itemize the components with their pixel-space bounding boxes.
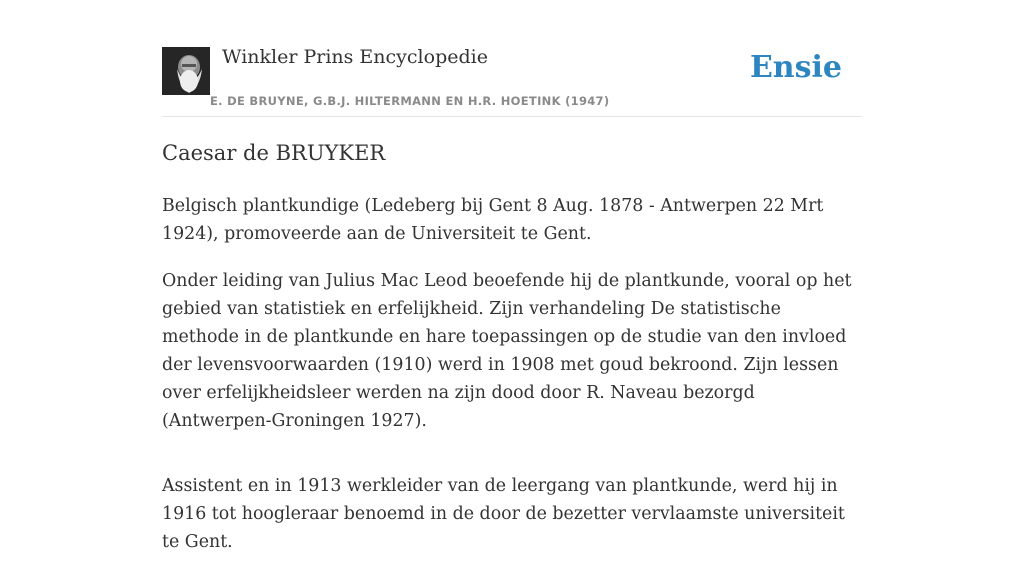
article-paragraph: Onder leiding van Julius Mac Leod beoefende hij de plantkunde, vooral op het gebied van statistiek en erfelijkheid. Zijn verhandeling De statistische methode in de plantkunde en hare toepassingen op de studie van den invloed der levensvoorwaarden (1910) werd in 1908 met goud bekroond. Zijn lessen over erfelijkheidsleer werden na zijn dood door R. Naveau bezorgd (Antwerpen-Groningen 1927).	[162, 271, 852, 431]
article-paragraph: Belgisch plantkundige (Ledeberg bij Gent 8 Aug. 1878 - Antwerpen 22 Mrt 1924), promoveerde aan de Universiteit te Gent.	[162, 196, 824, 244]
header	[162, 0, 862, 117]
site-title[interactable]: Winkler Prins Encyclopedie	[222, 46, 488, 68]
article-paragraph: Assistent en in 1913 werkleider van de leergang van plantkunde, werd hij in 1916 tot hoogleraar benoemd in de door de bezetter vervlaamste universiteit te Gent.	[162, 476, 845, 552]
brand-logo[interactable]: Ensie	[749, 50, 842, 85]
page	[162, 0, 862, 552]
authors-credit: E. DE BRUYNE, G.B.J. HILTERMANN EN H.R. HOETINK (1947)	[210, 94, 610, 108]
article-content	[162, 192, 862, 575]
author-avatar-icon[interactable]	[162, 47, 210, 95]
article-title: Caesar de BRUYKER	[162, 141, 386, 165]
